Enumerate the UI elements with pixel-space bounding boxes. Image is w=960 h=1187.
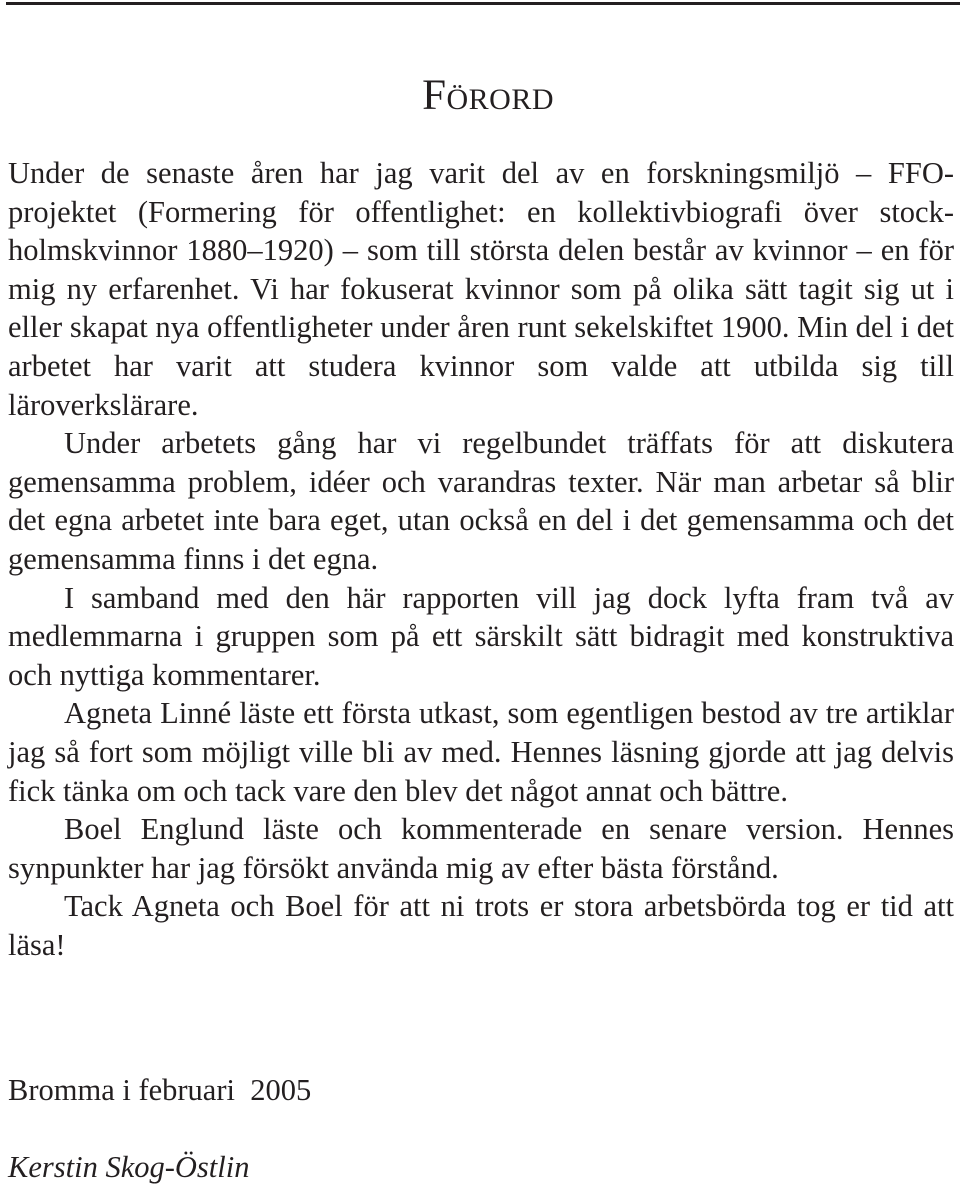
paragraph-6: Tack Agneta och Boel för att ni trots er stora arbetsbörda tog er tid att läsa! xyxy=(8,889,954,962)
top-rule xyxy=(6,2,960,5)
paragraph-5: Boel Englund läste och kommenterade en senare version. Hennes synpunkter har jag försökt använda mig av efter bästa förstånd. xyxy=(8,812,954,885)
author-signature: Kerstin Skog-Östlin xyxy=(8,1150,250,1184)
paragraph-3: I samband med den här rapporten vill jag dock lyfta fram två av medlemmarna i gruppen som på ett särskilt sätt bidragit med konstruktiva och nyttiga kommentarer. xyxy=(8,580,954,692)
place-and-date: Bromma i februari 2005 xyxy=(8,1073,312,1107)
paragraph-1: Under de senaste åren har jag varit del av en forskningsmiljö – FFO-projektet (Formering för offentlighet: en kollektivbiografi över stockholmskvinnor 1880–1920) – som till största delen består av kvinnor – en för mig ny erfarenhet. Vi har fokuserat kvinnor som på olika sätt tagit sig ut i eller skapat nya offentligheter under åren runt sekelskiftet 1900. Min del i det arbetet har varit att studera kvinnor som valde att utbilda sig till läroverkslärare. xyxy=(8,156,954,422)
paragraph-4: Agneta Linné läste ett första utkast, som egentligen bestod av tre artiklar jag så fort som möjligt ville bli av med. Hennes läsning gjorde att jag delvis fick tänka om och tack vare den blev det något annat och bättre. xyxy=(8,696,954,808)
paragraph-2: Under arbetets gång har vi regelbundet träffats för att diskutera gemensamma problem, idéer och varandras texter. När man arbetar så blir det egna arbetet inte bara eget, utan också en del i det gemensamma och det gemensamma finns i det egna. xyxy=(8,426,954,576)
page-title: Förord xyxy=(422,72,554,119)
foreword-body xyxy=(8,154,954,964)
